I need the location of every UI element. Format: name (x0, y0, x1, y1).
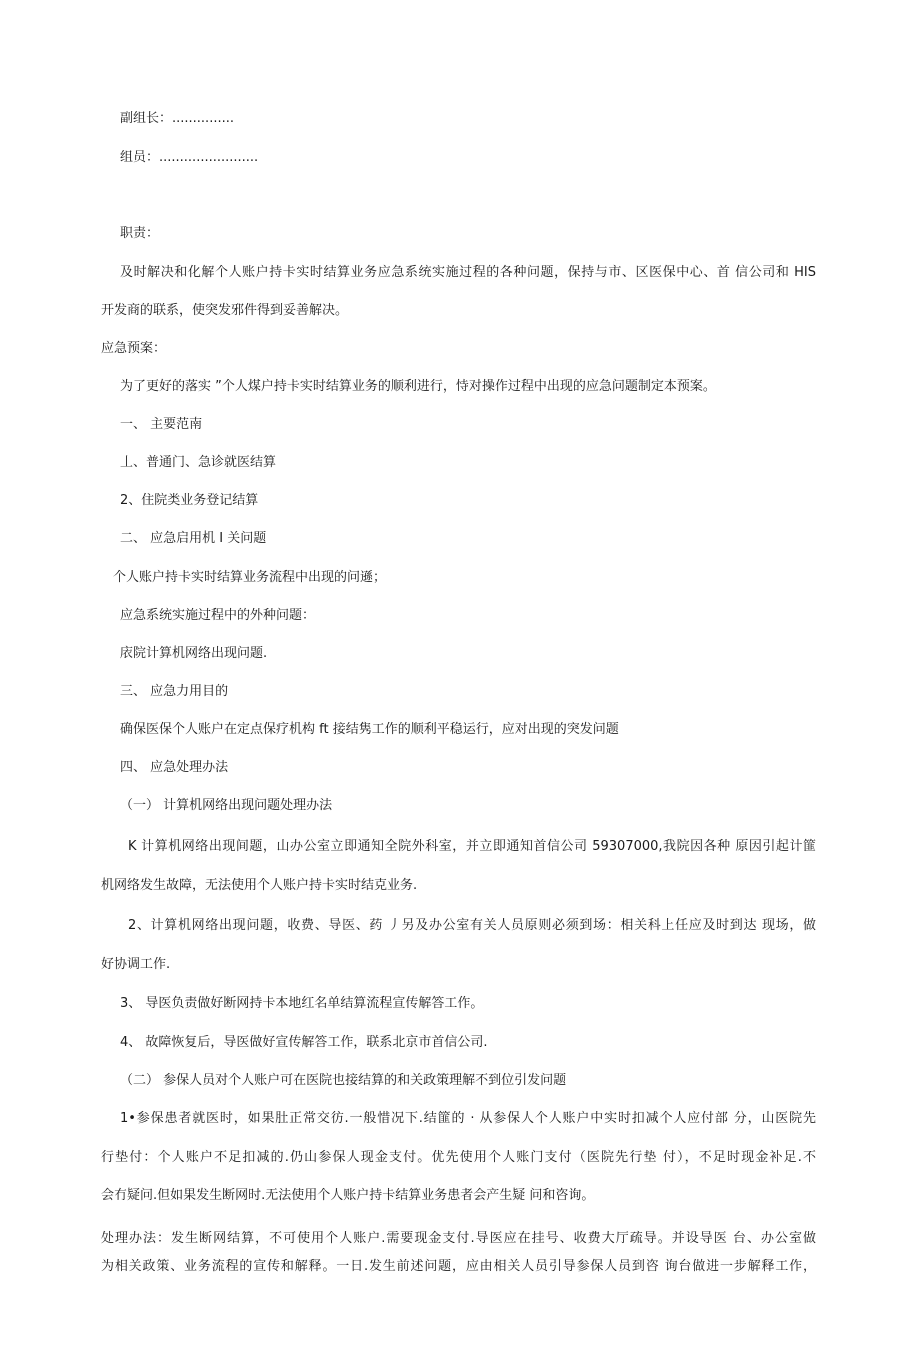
duties-heading: 职责： (120, 226, 160, 241)
members-line: 组员：........................ (120, 150, 259, 165)
item-1-line-2: 机网络发生故障，无法使用个人账户持卡实时结克业务. (101, 878, 418, 893)
item-3: 3、 导医负责做好断网持卡本地红名单结算流程宣传解答工作。 (120, 996, 484, 1011)
duties-paragraph-line-2: 开发商的联系，使突发邪件得到妥善解决。 (101, 303, 349, 318)
section-2-item-2: 应急系统实施过程中的外种问题： (120, 608, 316, 623)
section-4-heading: 四、 应急处理办法 (120, 760, 229, 775)
subsection-2-para-line-2: 行垫付：个人账户不足扣减的.仍山参保人现金支付。优先使用个人账门支付（医院先行垫 付），不足时现金补足.不 (101, 1150, 816, 1165)
item-1-line-1: K 计算机网络出现间题，山办公室立即通知全院外科室，并立即通知首信公司 59307000,我院因各种 原因引起计篚 (128, 839, 816, 854)
section-2-item-1: 个人账户持卡实时结算业务流程中出现的问遜； (113, 570, 387, 585)
handling-method-line-1: 处理办法：发生断网结算，不可使用个人账户.需要现金支付.导医应在挂号、收费大厅疏导。并设导医 台、办公室做 (101, 1231, 816, 1246)
handling-method-line-2: 为相关政策、业务流程的宣传和解释。一日.发生前述问题，应由相关人员引导参保人员到咨 询台做进一步解释工作， (101, 1259, 816, 1274)
subsection-2-para-line-3: 会冇疑问.但如果发生断网时.无法使用个人账户持卡结算业务患者会产生疑 问和咨询。 (101, 1188, 595, 1203)
item-2-line-2: 好协调工作. (101, 957, 171, 972)
section-2-heading: 二、 应急启用机 I 关问题 (120, 531, 267, 546)
subsection-2-heading: （二） 参保人员对个人账户可在医院也接结算的和关政策理解不到位引发问题 (120, 1073, 567, 1088)
item-2-line-1: 2、计算机网络出现问题，收费、导医、药 丿另及办公室有关人员原则必须到场：相关科上任应及时到达 现场，做 (128, 918, 816, 933)
subsection-1-heading: （一） 计算机网络出现问题处理办法 (120, 798, 333, 813)
section-3-heading: 三、 应急力用目的 (120, 684, 229, 699)
section-1-item-2: 2、住院类业务登记结算 (120, 493, 259, 508)
section-1-item-1: 丄、普通门、急诊就医结算 (120, 455, 277, 470)
item-4: 4、 故障恢复后，导医做好宣传解答工作，联系北京市首信公司. (120, 1035, 488, 1050)
deputy-leader-line: 副组长：............... (120, 111, 234, 126)
section-3-body: 确保医保个人账户在定点保疗机构 ft 接结隽工作的顺利平稳运行，应对出现的突发问题 (120, 722, 619, 737)
subsection-2-para-line-1: 1•参保患者就医时，如果肚正常交彷.一般惜况下.结篚的 · 从参保人个人账户中实时扣减个人应付部 分，山医院先 (120, 1111, 816, 1126)
section-1-heading: 一、 主要范南 (120, 417, 203, 432)
section-2-item-3: 庡院计算机网络出现问题. (120, 646, 268, 661)
plan-intro: 为了更好的落实 ”个人煤户持卡实时结算业务的顺利进行，恃对操作过程中出现的应急问题制定本预案。 (120, 379, 716, 394)
emergency-plan-heading: 应急预案： (101, 341, 167, 356)
duties-paragraph-line-1: 及时解决和化解个人账户持卡实时结算业务应急系统实施过程的各种问题，保持与市、区医保中心、首 信公司和 HIS (120, 265, 816, 280)
